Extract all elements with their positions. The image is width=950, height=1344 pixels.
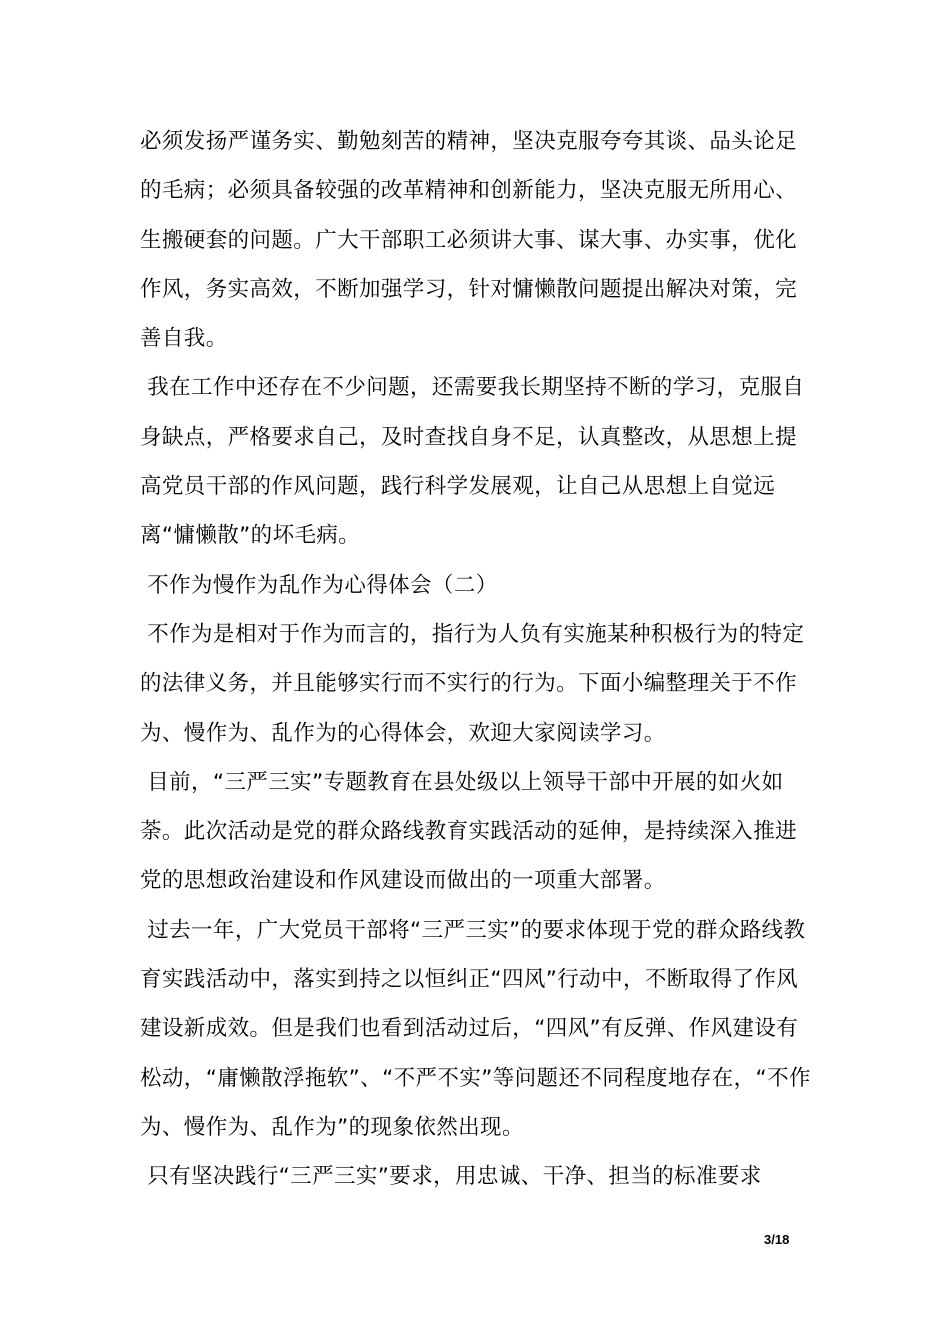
paragraph: 只有坚决践行“三严三实”要求，用忠诚、干净、担当的标准要求 [140,1164,762,1190]
paragraph: 过去一年，广大党员干部将“三严三实”的要求体现于党的群众路线教育实践活动中，落实到持之以恒纠正“四风”行动中，不断取得了作风建设新成效。但是我们也看到活动过后，“四风”有反弹、作风建设有松动，“庸懒散浮拖软”、“不严不实”等问题还不同程度地存在，“不作为、慢作为、乱作为”的现象依然出现。 [140,917,811,1140]
paragraph: 我在工作中还存在不少问题，还需要我长期坚持不断的学习，克服自身缺点，严格要求自己，及时查找自身不足，认真整改，从思想上提高党员干部的作风问题，践行科学发展观，让自己从思想上自觉远离“慵懒散”的坏毛病。 [140,375,805,549]
paragraph: 不作为是相对于作为而言的，指行为人负有实施某种积极行为的特定的法律义务，并且能够实行而不实行的行为。下面小编整理关于不作为、慢作为、乱作为的心得体会，欢迎大家阅读学习。 [140,621,805,746]
page-number: 3/18 [764,1232,790,1247]
paragraph: 必须发扬严谨务实、勤勉刻苦的精神，坚决克服夸夸其谈、品头论足的毛病；必须具备较强的改革精神和创新能力，坚决克服无所用心、生搬硬套的问题。广大干部职工必须讲大事、谋大事、办实事，优化作风，务实高效，不断加强学习，针对慵懒散问题提出解决对策，完善自我。 [140,129,798,352]
section-heading: 不作为慢作为乱作为心得体会（二） [140,572,498,598]
paragraph: 目前，“三严三实”专题教育在县处级以上领导干部中开展的如火如荼。此次活动是党的群众路线教育实践活动的延伸，是持续深入推进党的思想政治建设和作风建设而做出的一项重大部署。 [140,769,798,894]
document-body [140,117,816,1202]
